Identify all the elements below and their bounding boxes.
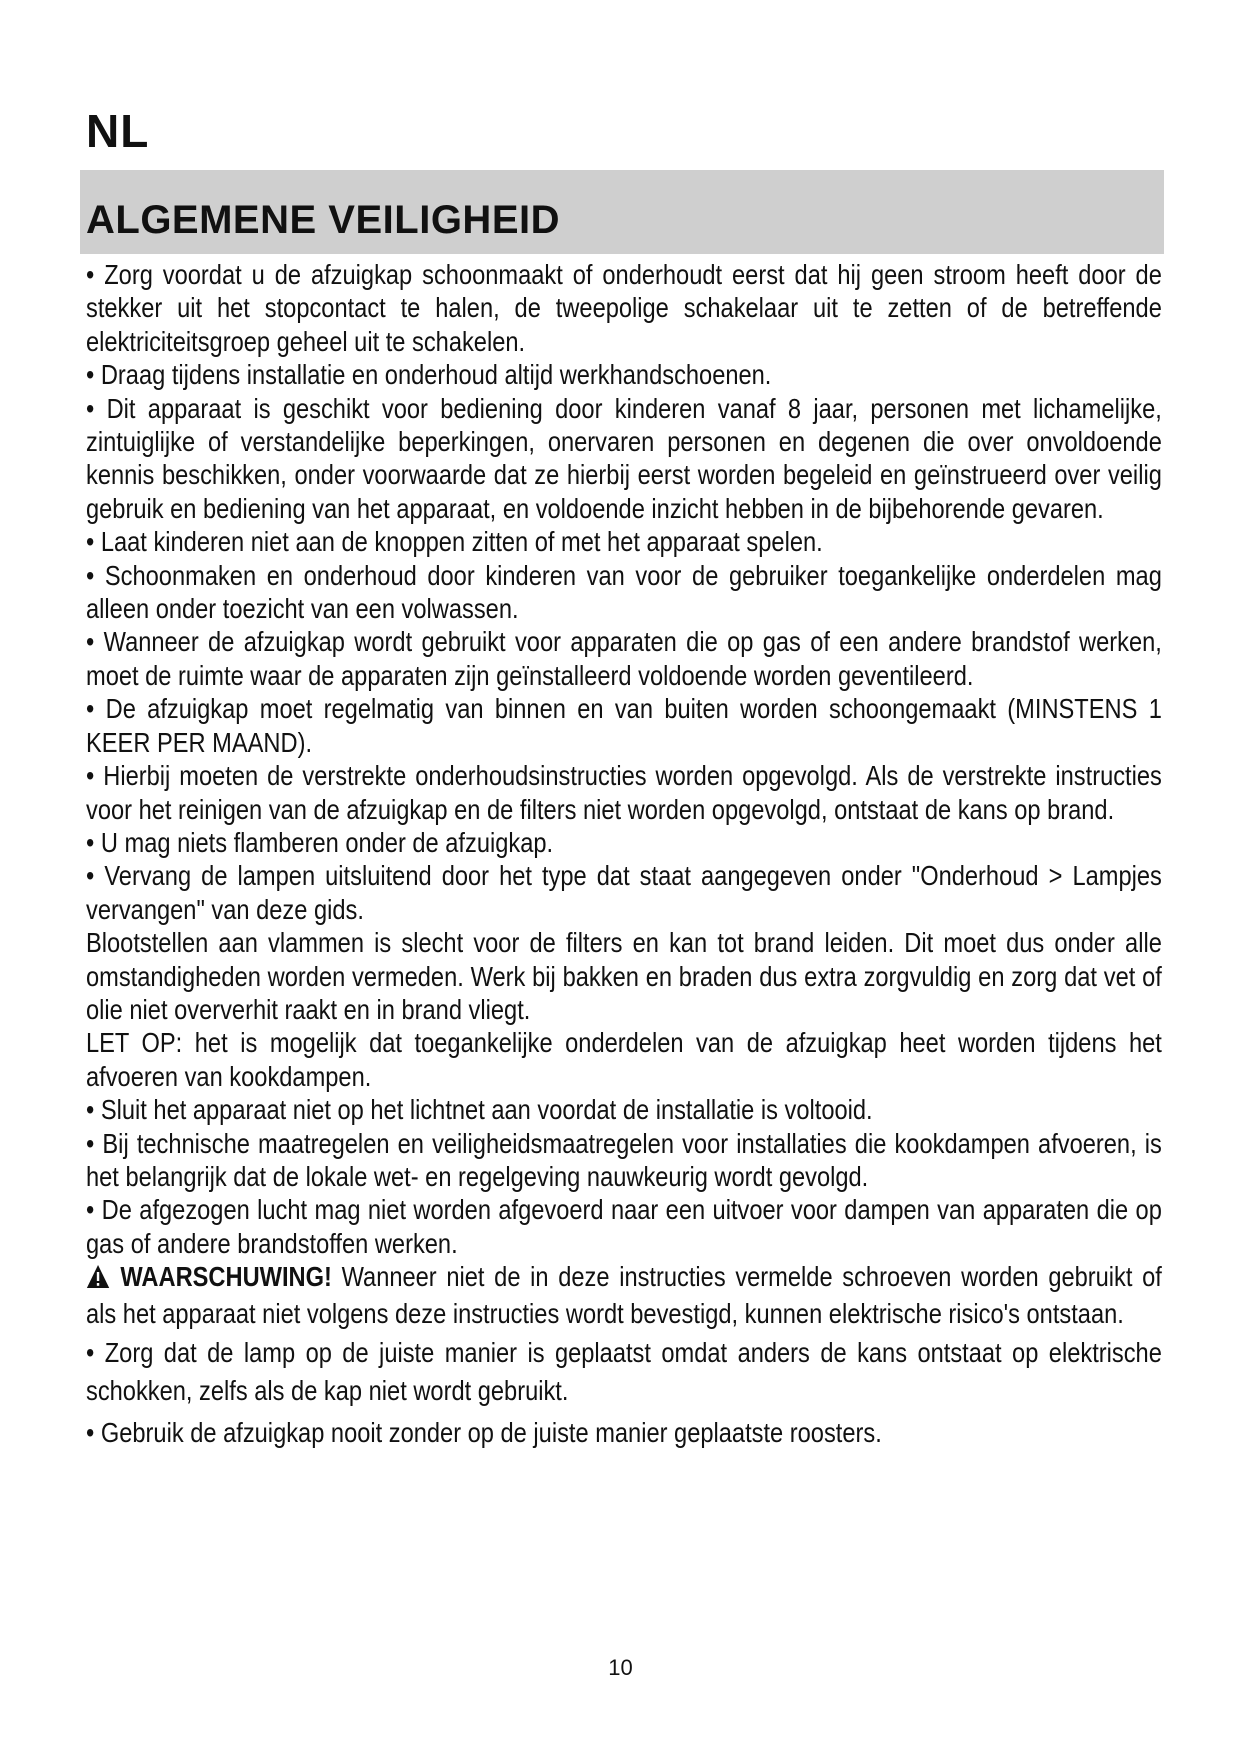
language-code: NL — [86, 105, 150, 157]
paragraph: • De afzuigkap moet regelmatig van binnen en van buiten worden schoongemaakt (MINSTENS 1 KEER PER MAAND). — [86, 693, 1162, 758]
warning-label: WAARSCHUWING! — [120, 1261, 332, 1293]
safety-text — [86, 258, 1162, 1452]
paragraph: • U mag niets flamberen onder de afzuigkap. — [86, 826, 554, 858]
paragraph: • De afgezogen lucht mag niet worden afgevoerd naar een uitvoer voor dampen van apparaten die op gas of andere brandstoffen werken. — [86, 1194, 1162, 1259]
paragraph: • Dit apparaat is geschikt voor bediening door kinderen vanaf 8 jaar, personen met lichamelijke, zintuiglijke of verstandelijke beperkingen, onervaren personen en degenen die over onvoldoende kennis beschikken, onder voorwaarde dat ze hierbij eerst worden begeleid en geïnstrueerd over veilig gebruik en bediening van het apparaat, en voldoende inzicht hebben in de bijbehorende gevaren. — [86, 392, 1162, 524]
paragraph: • Wanneer de afzuigkap wordt gebruikt voor apparaten die op gas of een andere brandstof werken, moet de ruimte waar de apparaten zijn geïnstalleerd voldoende worden geventileerd. — [86, 626, 1162, 691]
paragraph: • Sluit het apparaat niet op het lichtnet aan voordat de installatie is voltooid. — [86, 1094, 873, 1126]
paragraph: Blootstellen aan vlammen is slecht voor de filters en kan tot brand leiden. Dit moet dus onder alle omstandigheden worden vermeden. Werk bij bakken en braden dus extra zorgvuldig en zorg dat vet of olie niet oververhit raakt en in brand vliegt. — [86, 927, 1162, 1025]
paragraph: • Vervang de lampen uitsluitend door het type dat staat aangegeven onder "Onderhoud > Lampjes vervangen" van deze gids. — [86, 860, 1162, 925]
section-title: ALGEMENE VEILIGHEID — [86, 198, 560, 242]
paragraph: • Bij technische maatregelen en veiligheidsmaatregelen voor installaties die kookdampen afvoeren, is het belangrijk dat de lokale wet- en regelgeving nauwkeurig wordt gevolgd. — [86, 1127, 1162, 1192]
warning-text: Wanneer niet de in deze instructies vermelde schroeven worden gebruikt of als het apparaat niet volgens deze instructies wordt bevestigd, kunnen elektrische risico's ontstaan. — [86, 1261, 1162, 1329]
paragraph: • Schoonmaken en onderhoud door kinderen van voor de gebruiker toegankelijke onderdelen mag alleen onder toezicht van een volwassen. — [86, 559, 1162, 625]
paragraph: • Zorg voordat u de afzuigkap schoonmaakt of onderhoudt eerst dat hij geen stroom heeft door de stekker uit het stopcontact te halen, de tweepolige schakelaar uit te zetten of de betreffende elektriciteitsgroep geheel uit te schakelen. — [86, 259, 1162, 357]
warning-paragraph — [86, 1260, 1162, 1330]
paragraph: • Laat kinderen niet aan de knoppen zitten of met het apparaat spelen. — [86, 526, 823, 558]
paragraph: LET OP: het is mogelijk dat toegankelijke onderdelen van de afzuigkap heet worden tijdens het afvoeren van kookdampen. — [86, 1027, 1162, 1092]
paragraph: • Gebruik de afzuigkap nooit zonder op de juiste manier geplaatste roosters. — [86, 1417, 882, 1448]
paragraph: • Hierbij moeten de verstrekte onderhoudsinstructies worden opgevolgd. Als de verstrekte instructies voor het reinigen van de afzuigkap en de filters niet worden opgevolgd, ontstaat de kans op brand. — [86, 760, 1162, 825]
paragraph: • Zorg dat de lamp op de juiste manier is geplaatst omdat anders de kans ontstaat op elektrische schokken, zelfs als de kap niet wordt gebruikt. — [86, 1337, 1162, 1406]
paragraph: • Draag tijdens installatie en onderhoud altijd werkhandschoenen. — [86, 359, 772, 391]
warning-triangle-icon — [86, 1263, 110, 1296]
page-number: 10 — [608, 1655, 633, 1680]
